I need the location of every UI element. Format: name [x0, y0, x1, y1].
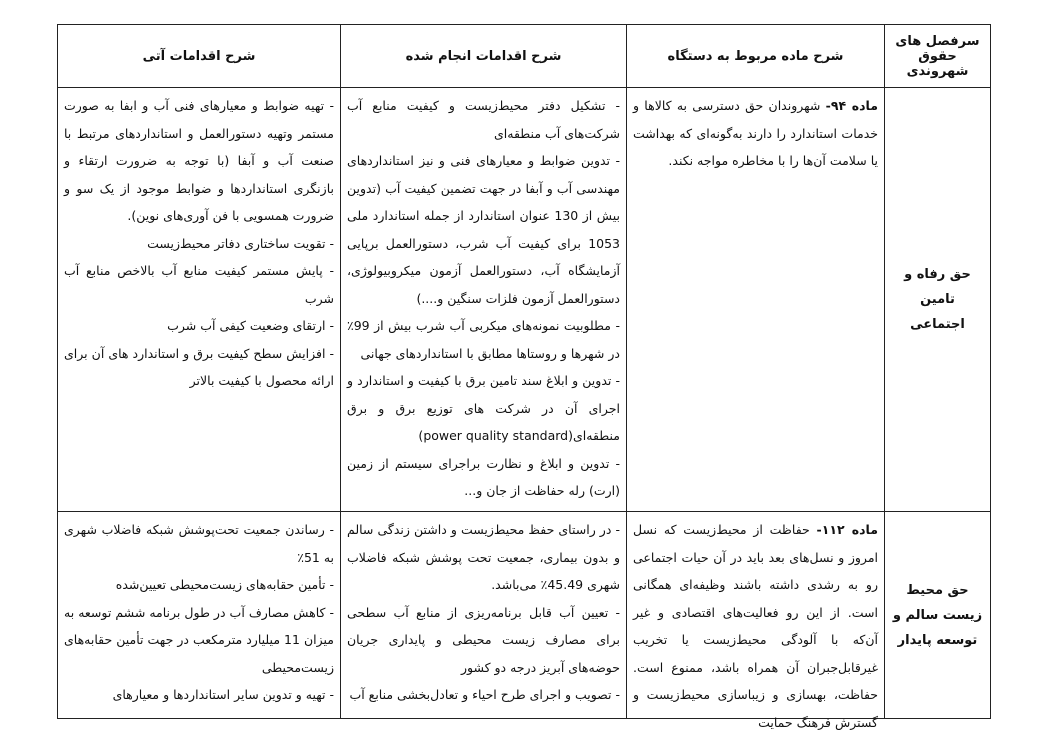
article-text: حفاظت از محیط‌زیست که نسل امروز و نسل‌های بعد باید در آن حیات اجتماعی رو به رشدی داشته باشند وظیفه‌ای همگانی است. از این رو فعالیت‌های اقتصادی و غیر آن‌که با آلودگی محیط‌زیست یا تخریب غیرقابل‌جبران آن همراه باشد، ممنوع است. حفاظت، بهسازی و زیباسازی محیط‌زیست و گسترش فرهنگ حمایت	[633, 522, 878, 730]
article-label: ماده ۱۱۲-	[816, 522, 878, 537]
done-cell	[341, 512, 627, 719]
done-item: - تصویب و اجرای طرح احیاء و تعادل‌بخشی منابع آب	[349, 687, 620, 702]
done-item: - تعیین آب قابل برنامه‌ریزی از منابع آب سطحی برای مصارف زیست محیطی و پایداری جریان حوضه‌های آبریز درجه دو کشور	[347, 604, 620, 675]
future-item: - تهیه و تدوین سایر استانداردها و معیارهای	[112, 687, 334, 702]
header-row	[58, 25, 991, 88]
done-item: - تدوین ضوابط و معیارهای فنی و نیز استانداردهای مهندسی آب و آبفا در جهت تضمین کیفیت آب (تدوین بیش از 130 عنوان استاندارد از جمله استاندارد ملی 1053 برای کیفیت آب شرب، دستورالعمل برپایی آزمایشگاه آب، دستورالعمل آزمون میکروبیولوژی، دستورالعمل آزمون فلزات سنگین و....)	[347, 153, 620, 306]
future-item: - پایش مستمر کیفیت منابع آب بالاخص منابع آب شرب	[64, 263, 334, 306]
future-item: - کاهش مصارف آب در طول برنامه ششم توسعه به میزان 11 میلیارد مترمکعب در جهت تأمین حقابه‌های زیست‌محیطی	[64, 604, 334, 675]
future-cell	[58, 88, 341, 512]
done-cell	[341, 88, 627, 512]
future-item: - تأمین حقابه‌های زیست‌محیطی تعیین‌شده	[115, 577, 334, 592]
header-title: سرفصل های حقوق شهروندی	[885, 25, 991, 88]
table-row	[58, 88, 991, 512]
article-label: ماده ۹۴-	[825, 98, 878, 113]
article-cell	[627, 88, 885, 512]
future-item: - افزایش سطح کیفیت برق و استاندارد های آن برای ارائه محصول با کیفیت بالاتر	[64, 345, 334, 388]
table-row	[58, 512, 991, 719]
header-article: شرح ماده مربوط به دستگاه	[627, 25, 885, 88]
future-cell	[58, 512, 341, 719]
header-done: شرح اقدامات انجام شده	[341, 25, 627, 88]
header-future: شرح اقدامات آتی	[58, 25, 341, 88]
done-item: - در راستای حفظ محیط‌زیست و داشتن زندگی سالم و بدون بیماری، جمعیت تحت پوشش شبکه فاضلاب شهری 45.49٪ می‌باشد.	[347, 522, 620, 592]
done-item: - تشکیل دفتر محیط‌زیست و کیفیت منابع آب شرکت‌های آب منطقه‌ای	[347, 98, 620, 141]
future-item: - تهیه ضوابط و معیارهای فنی آب و ابفا به صورت مستمر وتهیه دستورالعمل و استانداردهای مرتبط با صنعت آب و آبفا (با توجه به ضرورت ارتقاء و بازنگری استانداردها و ضوابط موجود از یک سو و ضرورت همسویی با فن آوری‌های نوین).	[64, 98, 334, 223]
done-item: - تدوین و ابلاغ و نظارت براجرای سیستم از زمین (ارت) رله حفاظت از جان و...	[347, 455, 620, 498]
row-title: حق رفاه و تامین اجتماعی	[885, 88, 991, 512]
done-item: - مطلوبیت نمونه‌های میکربی آب شرب بیش از 99٪ در شهرها و روستاها مطابق با استانداردهای جهانی	[347, 318, 620, 361]
future-item: - تقویت ساختاری دفاتر محیط‌زیست	[147, 235, 334, 251]
article-text: شهروندان حق دسترسی به کالاها و خدمات استاندارد را دارند به‌گونه‌ای که بهداشت یا سلامت آن‌ها را با مخاطره مواجه نکند.	[633, 98, 878, 168]
article-cell	[627, 512, 885, 730]
future-item: - ارتقای وضعیت کیفی آب شرب	[167, 318, 334, 333]
future-item: - رساندن جمعیت تحت‌پوشش شبکه فاضلاب شهری به 51٪	[64, 522, 334, 565]
row-title: حق محیط زیست سالم و توسعه پایدار	[885, 512, 991, 719]
citizen-rights-table	[57, 24, 991, 730]
done-item: - تدوین و ابلاغ سند تامین برق با کیفیت و استاندارد و اجرای آن در شرکت های توزیع برق و برق منطقه‌ای(power quality standard)	[347, 373, 620, 443]
